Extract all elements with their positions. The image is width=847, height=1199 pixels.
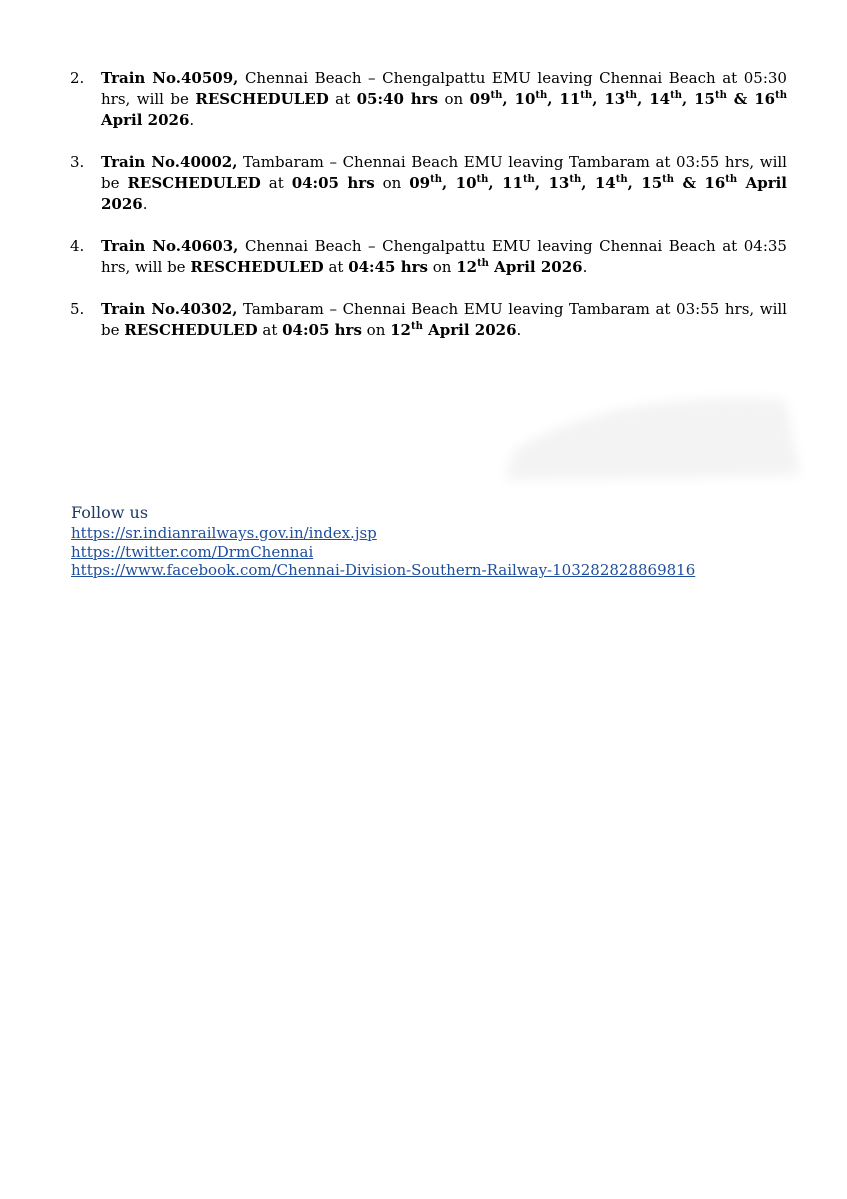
at-word: at [323,258,349,276]
item-number: 2. [70,69,85,87]
list-item [70,68,787,131]
route-description: Chennai Beach – Chengalpattu EMU leaving Chennai Beach at 05:30 hrs, will be [101,69,787,108]
date-day: 09 [409,174,431,192]
at-word: at [328,90,357,108]
date-separator: , [502,90,515,108]
date-list [456,258,489,276]
date-suffix: th [615,174,628,185]
sentence-end: . [142,195,148,213]
date-suffix: th [670,90,682,101]
sentence-end: . [582,258,588,276]
date-suffix: th [490,90,503,101]
website-link[interactable]: https://sr.indianrailways.gov.in/index.jsp [71,524,377,542]
date-day: 10 [514,90,536,108]
new-time: 04:45 hrs [348,258,428,276]
at-word: at [257,321,283,339]
rescheduled-label: RESCHEDULED [124,321,258,339]
date-day: 13 [548,174,570,192]
on-word: on [374,174,410,192]
list-item [70,236,787,278]
rescheduled-label: RESCHEDULED [195,90,329,108]
date-separator: & [674,174,705,192]
item-number: 5. [70,300,85,318]
date-day: 14 [594,174,616,192]
date-list [470,90,787,108]
reschedule-list [70,68,787,362]
date-day: 12 [456,258,478,276]
item-text [101,68,787,131]
new-time: 04:05 hrs [282,321,362,339]
month-year: April 2026 [488,258,583,276]
on-word: on [361,321,391,339]
date-day: 10 [455,174,477,192]
date-day: 16 [754,90,776,108]
rescheduled-label: RESCHEDULED [127,174,261,192]
month-year: April 2026 [422,321,517,339]
date-day: 09 [469,90,491,108]
follow-us-title: Follow us [71,503,149,522]
train-number: Train No.40603, [101,237,239,255]
item-text [101,152,787,215]
date-suffix: th [725,174,738,185]
date-separator: , [637,90,650,108]
train-number: Train No.40002, [101,153,238,171]
item-text [101,236,787,278]
on-word: on [427,258,457,276]
date-separator: , [488,174,503,192]
sentence-end: . [516,321,522,339]
at-word: at [260,174,292,192]
date-day: 16 [704,174,726,192]
rescheduled-label: RESCHEDULED [190,258,324,276]
route-description: Tambaram – Chennai Beach EMU leaving Tambaram at 03:55 hrs, will be [101,300,787,339]
date-list [409,174,737,192]
date-suffix: th [580,90,593,101]
date-suffix: th [522,174,535,185]
date-suffix: th [569,174,582,185]
date-suffix: th [430,174,443,185]
new-time: 04:05 hrs [291,174,375,192]
date-separator: , [581,174,595,192]
item-number: 3. [70,153,85,171]
month-year: April 2026 [101,174,788,213]
date-separator: & [726,90,755,108]
list-item [70,299,787,341]
date-suffix: th [775,90,787,101]
month-year: April 2026 [101,111,190,129]
date-day: 12 [390,321,411,339]
sentence-end: . [189,111,195,129]
twitter-link[interactable]: https://twitter.com/DrmChennai [71,542,314,561]
route-description: Tambaram – Chennai Beach EMU leaving Tambaram at 03:55 hrs, will be [101,153,787,192]
train-number: Train No.40509, [101,69,239,87]
date-day: 11 [502,174,523,192]
route-description: Chennai Beach – Chengalpattu EMU leaving Chennai Beach at 04:35 hrs, will be [101,237,787,276]
date-day: 11 [559,90,581,108]
faint-train-watermark [495,380,805,488]
date-separator: , [442,174,456,192]
date-suffix: th [714,90,727,101]
date-suffix: th [535,90,548,101]
list-item [70,152,787,215]
date-separator: , [547,90,560,108]
date-list [390,321,423,339]
date-separator: , [681,90,695,108]
date-separator: , [592,90,605,108]
date-separator: , [534,174,549,192]
new-time: 05:40 hrs [356,90,439,108]
item-number: 4. [70,237,85,255]
date-suffix: th [476,174,489,185]
date-suffix: th [477,258,489,269]
date-suffix: th [411,321,423,332]
train-number: Train No.40302, [101,300,238,318]
date-day: 15 [641,174,663,192]
facebook-link[interactable]: https://www.facebook.com/Chennai-Division-Southern-Railway-103282828869816 [71,561,696,579]
follow-us-section [71,503,695,580]
date-day: 15 [694,90,715,108]
date-suffix: th [625,90,638,101]
on-word: on [438,90,470,108]
item-text [101,299,787,341]
date-day: 14 [649,90,671,108]
date-suffix: th [662,174,675,185]
date-separator: , [627,174,642,192]
date-day: 13 [604,90,626,108]
